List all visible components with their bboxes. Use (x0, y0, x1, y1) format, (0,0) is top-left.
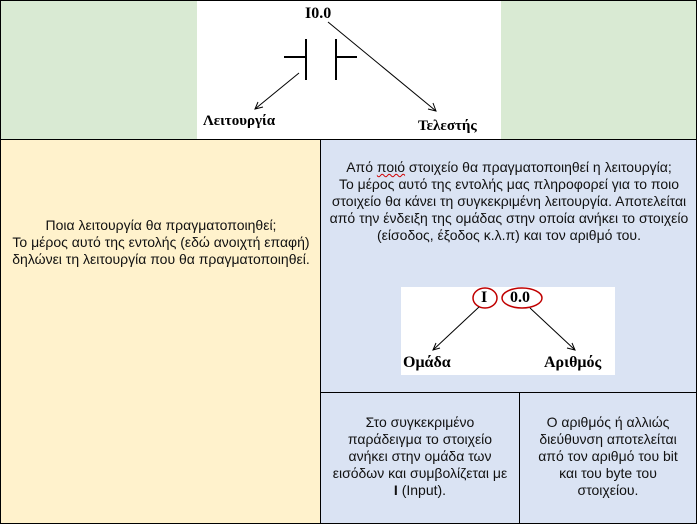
top-left-cell (0, 0, 197, 140)
arrow-to-number (530, 308, 575, 350)
arrow-to-operand (328, 22, 436, 111)
top-right-cell (501, 0, 697, 140)
number-label: Αριθμός (544, 354, 602, 371)
spellcheck-word: ποιό (376, 159, 406, 175)
number-code: 0.0 (510, 289, 530, 306)
function-explanation-cell (0, 139, 321, 524)
operand-label: Τελεστής (418, 118, 477, 134)
top-diagram-cell (197, 0, 501, 140)
arrow-to-group (433, 307, 479, 350)
number-explanation: Ο αριθμός ή αλλιώς διεύθυνση αποτελείται από τον αριθμό του bit και του byte του στοιχείου. (538, 414, 678, 498)
number-explanation-cell (519, 392, 697, 524)
group-symbol: I (393, 482, 398, 498)
operand-question-start: Από (346, 159, 377, 175)
operand-question-end: στοιχείο θα πραγματοποιηθεί η λειτουργία; (405, 159, 672, 175)
group-code: I (481, 289, 488, 306)
function-explanation (11, 217, 311, 268)
group-text-end: (Input). (397, 482, 447, 498)
operand-diagram (401, 287, 615, 375)
function-label: Λειτουργία (203, 113, 276, 129)
operand-description: Το μέρος αυτό της εντολής μας πληροφορεί για το ποιο στοιχείο θα κάνει τη συγκεκριμένη λειτουργία. Αποτελείται από την ένδειξη της ομάδας στην οποία ανήκει το στοιχείο (είσοδος, έξοδος κ.λ.π) και τον αριθμό του. (329, 176, 689, 243)
group-explanation (329, 414, 511, 499)
address-label: I0.0 (305, 5, 332, 22)
group-explanation-cell (320, 392, 520, 524)
function-question: Ποια λειτουργία θα πραγματοποιηθεί; (45, 217, 277, 233)
operand-explanation (329, 159, 689, 244)
group-label: Ομάδα (403, 354, 451, 371)
function-description: Το μέρος αυτό της εντολής (εδώ ανοιχτή επαφή) δηλώνει τη λειτουργία που θα πραγματοποιηθεί. (12, 234, 310, 267)
group-text: Στο συγκεκριμένο παράδειγμα το στοιχείο ανήκει στην ομάδα των εισόδων και συμβολίζεται με (332, 414, 508, 481)
arrow-to-function (255, 73, 299, 109)
